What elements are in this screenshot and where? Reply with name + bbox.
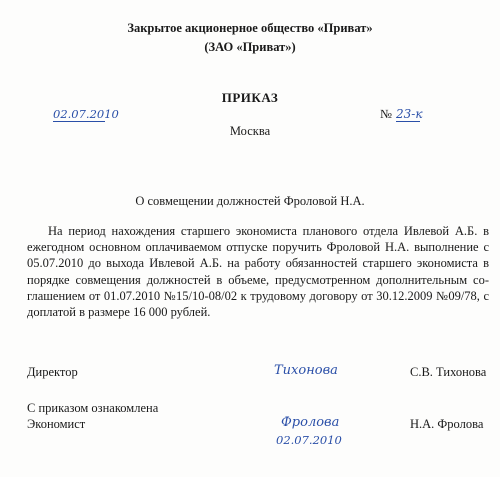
order-number-label: № <box>380 107 392 121</box>
organization-short-name: (ЗАО «Приват») <box>204 40 296 54</box>
employee-signature: Фролова <box>281 415 340 430</box>
acknowledgement-date: 02.07.2010 <box>276 433 342 447</box>
order-city: Москва <box>229 124 271 138</box>
order-subject: О совмещении должностей Фроловой Н.А. <box>135 194 365 208</box>
director-signature: Тихонова <box>274 363 338 378</box>
director-title: Директор <box>27 365 78 379</box>
employee-name: Н.А. Фролова <box>410 417 484 431</box>
order-number: 23-к <box>396 107 423 121</box>
organization-full-name: Закрытое акционерное общество «Приват» <box>127 21 373 35</box>
acknowledgement-label: С приказом ознакомлена <box>27 401 159 415</box>
order-body-text: На период нахождения старшего экономиста планового отдела Ивлевой А.Б. в ежегодном основном оплачиваемом отпуске поручить Фроловой Н.А. выполнение с 05.07.2010 до выхода Ивлевой А.Б. на работу обязанностей старшего экономиста в порядке совмещения должностей в объеме, предусмотренном дополнительным со-глашением от 01.07.2010 №15/10-08/02 к трудовому договору от 30.12.2009 №09/78, с доплатой в размере 16 000 рублей. <box>27 224 489 320</box>
document-type-title: ПРИКАЗ <box>221 90 279 105</box>
employee-title: Экономист <box>27 417 86 431</box>
director-name: С.В. Тихонова <box>410 365 487 379</box>
order-date: 02.07.2010 <box>53 107 119 121</box>
